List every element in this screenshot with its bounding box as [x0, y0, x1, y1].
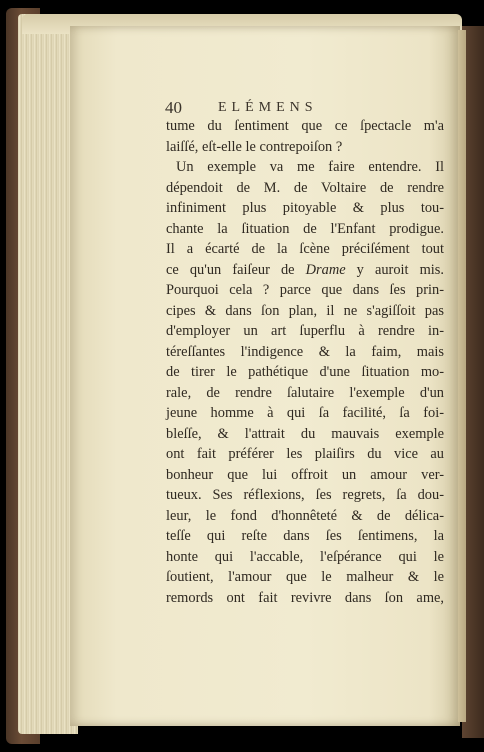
text-line: honte qui l'accable, l'eſpérance qui le — [166, 548, 444, 565]
text-line: ce qu'un faiſeur de Drame y auroit mis. — [166, 261, 444, 278]
text-line: tume du ſentiment que ce ſpectacle m'a — [166, 118, 444, 134]
text-line: leur, le fond d'honnêteté & de délica- — [166, 507, 444, 524]
text-line: laiſſé, eſt-elle le contrepoiſon ? — [166, 138, 343, 155]
text-line: ont fait préférer les plaiſirs du vice au — [166, 446, 444, 462]
text-line: infiniment plus pitoyable & plus tou- — [166, 200, 444, 216]
text-line: jeune homme à qui ſa facilité, ſa foi- — [166, 405, 444, 421]
text-line: bonheur que lui offroit un amour ver- — [166, 466, 444, 483]
text-line: remords ont fait revivre dans ſon ame, — [166, 589, 444, 606]
text-line: cipes & dans ſon plan, il ne s'agiſſoit pas — [166, 302, 444, 319]
page-stack-edge — [18, 14, 78, 734]
text-line: bleſſe, & l'attrait du mauvais exemple — [166, 425, 444, 442]
page-header — [165, 98, 455, 118]
text-line: téreſſantes l'indigence & la faim, mais — [166, 343, 444, 360]
text-line: Il a écarté de la ſcène préciſément tout — [166, 241, 444, 257]
text-line: Un exemple va me faire entendre. Il — [176, 159, 444, 175]
text-line: rale, de rendre ſalutaire l'exemple d'un — [166, 384, 444, 401]
text-line: chante la ſituation de l'Enfant prodigue. — [166, 220, 444, 237]
running-head: ELÉMENS — [218, 100, 318, 115]
page-gutter — [458, 30, 466, 722]
text-line: dépendoit de M. de Voltaire de rendre — [166, 179, 444, 196]
text-line: d'employer un art ſuperflu à rendre in- — [166, 323, 444, 339]
body-text — [166, 116, 444, 608]
text-line: de tirer le pathétique d'une ſituation mo- — [166, 364, 444, 380]
text-line: Pourquoi cela ? parce que dans ſes prin- — [166, 282, 444, 298]
page-number: 40 — [165, 98, 182, 117]
italic-word: Drame — [305, 261, 346, 278]
text-line: teſſe qui reſte dans ſes ſentimens, la — [166, 528, 444, 544]
text-line: ſoutient, l'amour que le malheur & le — [166, 569, 444, 585]
text-line: tueux. Ses réflexions, ſes regrets, ſa dou- — [166, 487, 444, 503]
